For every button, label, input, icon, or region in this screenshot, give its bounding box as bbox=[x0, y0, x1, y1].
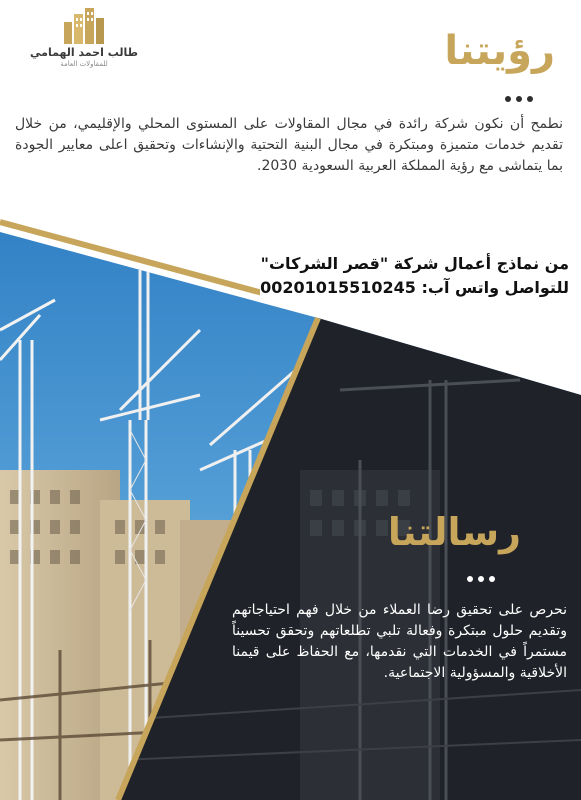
portfolio-caption: من نماذج أعمال شركة "قصر الشركات" bbox=[260, 254, 569, 273]
buildings-icon bbox=[60, 6, 108, 44]
company-logo bbox=[22, 6, 146, 70]
vision-title: رؤيتنا bbox=[444, 28, 555, 74]
vision-paragraph: نطمح أن نكون شركة رائدة في مجال المقاولات على المستوى المحلي والإقليمي، من خلال تقديم خدمات متميزة ومبتكرة في مجال البنية التحتية والإنشاءات وتحقيق اعلى معايير الجودة بما يتماشى مع رؤية المملكة العربية السعودية 2030. bbox=[15, 116, 563, 174]
company-name: طالب احمد الهمامي bbox=[30, 46, 138, 59]
mission-title: رسالتنا bbox=[387, 510, 521, 554]
mission-paragraph: نحرص على تحقيق رضا العملاء من خلال فهم احتياجاتهم وتقديم حلول مبتكرة وفعالة تلبي تطلعاتهم وتحقق تحسيناً مستمراً في الخدمات التي نقدمها، مع الحفاظ على قيمنا الأخلاقية والمسؤولية الاجتماعية. bbox=[232, 602, 567, 681]
company-tagline: للمقاولات العامة bbox=[60, 60, 108, 68]
whatsapp-contact: للتواصل واتس آب: 00201015510245 bbox=[260, 278, 569, 297]
vision-dots-icon bbox=[505, 96, 533, 102]
mission-dots-icon bbox=[467, 576, 495, 582]
